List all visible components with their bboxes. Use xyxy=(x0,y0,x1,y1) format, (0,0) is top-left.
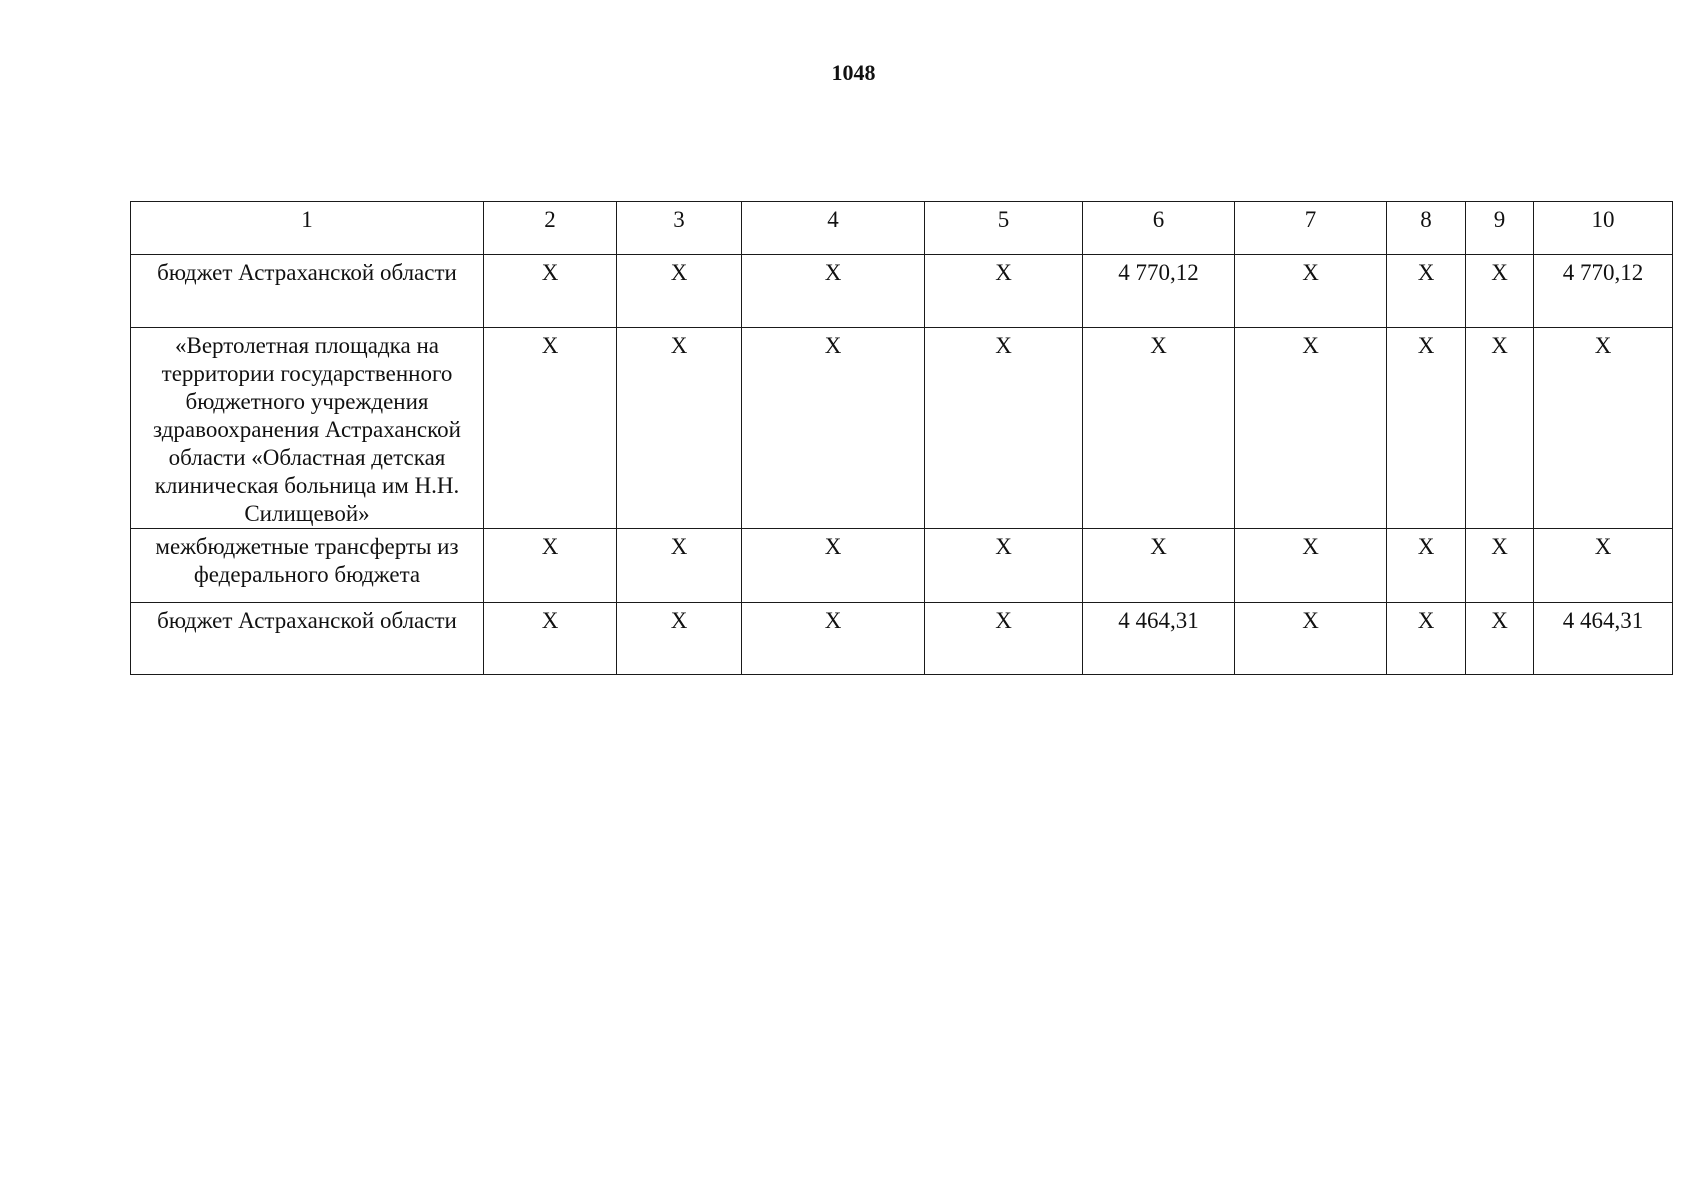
table-cell: Х xyxy=(1466,328,1534,529)
column-header: 9 xyxy=(1466,202,1534,255)
table-cell: Х xyxy=(1534,328,1673,529)
table-cell: Х xyxy=(742,328,925,529)
row-label: межбюджетные трансферты из федерального бюджета xyxy=(131,529,484,603)
table-cell: 4 464,31 xyxy=(1083,603,1235,675)
table-cell: Х xyxy=(617,328,742,529)
column-header: 4 xyxy=(742,202,925,255)
table-cell: Х xyxy=(1466,529,1534,603)
column-header: 6 xyxy=(1083,202,1235,255)
column-header: 7 xyxy=(1235,202,1387,255)
table-cell: Х xyxy=(925,255,1083,328)
table-cell: Х xyxy=(1387,328,1466,529)
table-row xyxy=(131,529,1673,603)
table-cell: Х xyxy=(1235,603,1387,675)
table-cell: Х xyxy=(925,529,1083,603)
table-row xyxy=(131,328,1673,529)
table-cell: Х xyxy=(742,255,925,328)
table-cell: Х xyxy=(1387,255,1466,328)
table-cell: Х xyxy=(1235,255,1387,328)
table-row xyxy=(131,603,1673,675)
page-number: 1048 xyxy=(831,60,876,85)
table-cell: Х xyxy=(1466,255,1534,328)
table-cell: 4 464,31 xyxy=(1534,603,1673,675)
column-header: 2 xyxy=(484,202,617,255)
table-cell: Х xyxy=(925,328,1083,529)
budget-table xyxy=(130,201,1673,675)
column-header: 10 xyxy=(1534,202,1673,255)
table-cell: Х xyxy=(742,603,925,675)
column-header: 8 xyxy=(1387,202,1466,255)
table-cell: Х xyxy=(1083,529,1235,603)
table-cell: 4 770,12 xyxy=(1083,255,1235,328)
table-cell: Х xyxy=(1235,328,1387,529)
table-cell: Х xyxy=(617,529,742,603)
table-cell: Х xyxy=(484,529,617,603)
table-cell: Х xyxy=(484,603,617,675)
table-cell: Х xyxy=(742,529,925,603)
column-header: 1 xyxy=(131,202,484,255)
table-cell: Х xyxy=(484,328,617,529)
row-label: бюджет Астраханской области xyxy=(131,603,484,675)
column-header: 5 xyxy=(925,202,1083,255)
table-cell: Х xyxy=(1387,529,1466,603)
table-cell: Х xyxy=(1534,529,1673,603)
table-cell: Х xyxy=(1387,603,1466,675)
table-cell: Х xyxy=(925,603,1083,675)
row-label: бюджет Астраханской области xyxy=(131,255,484,328)
table-cell: Х xyxy=(617,255,742,328)
table-cell: Х xyxy=(617,603,742,675)
table-cell: Х xyxy=(1083,328,1235,529)
table-cell: Х xyxy=(1466,603,1534,675)
table-cell: Х xyxy=(1235,529,1387,603)
table-header-row xyxy=(131,202,1673,255)
column-header: 3 xyxy=(617,202,742,255)
table-cell: 4 770,12 xyxy=(1534,255,1673,328)
table-cell: Х xyxy=(484,255,617,328)
table-row xyxy=(131,255,1673,328)
row-label: «Вертолетная площадка на территории государственного бюджетного учреждения здравоохранения Астраханской области «Областная детская клиническая больница им Н.Н. Силищевой» xyxy=(131,328,484,529)
